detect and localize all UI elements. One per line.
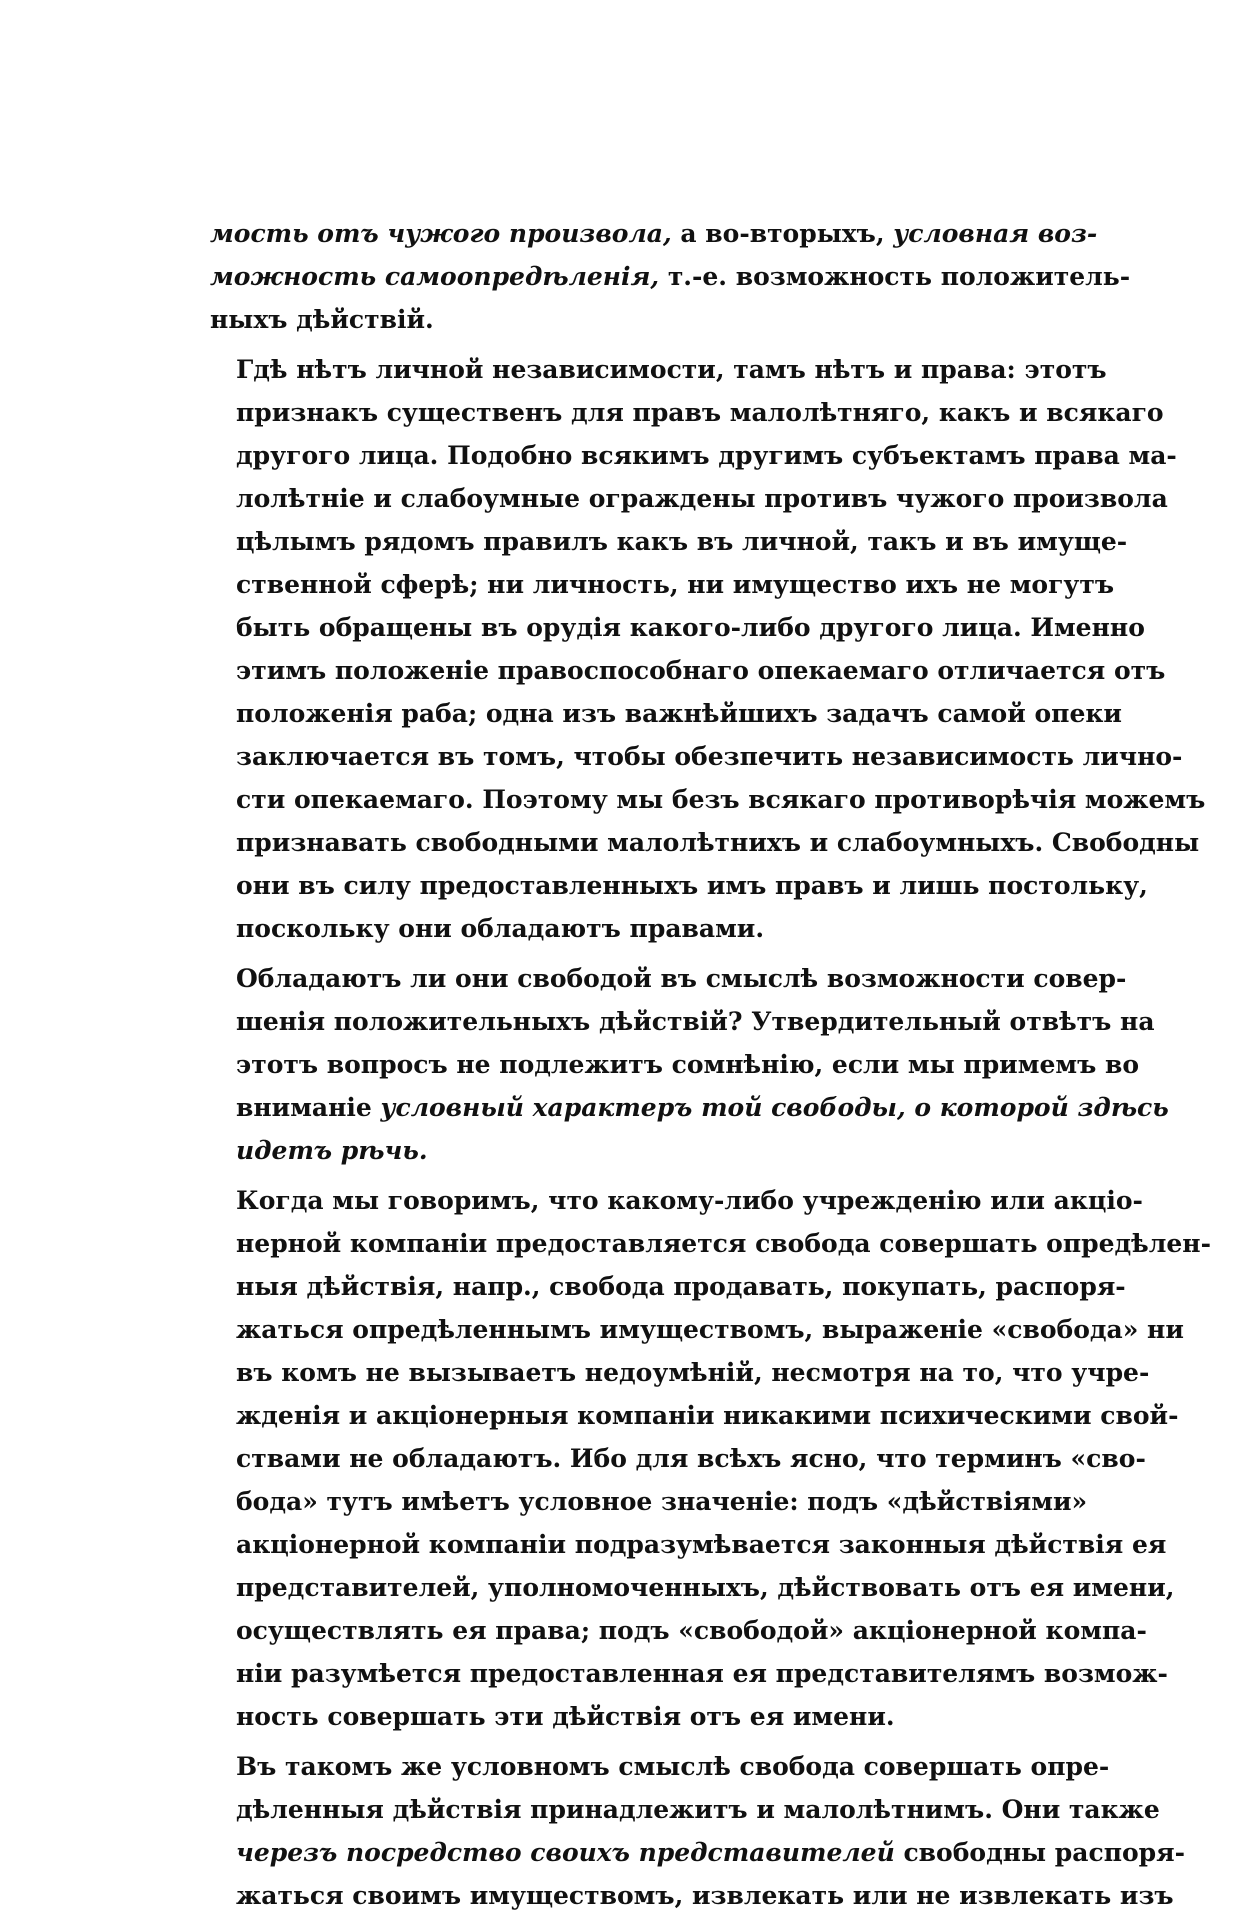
text-line: [210, 735, 1183, 778]
text-line: [210, 1129, 1058, 1172]
text-line: [210, 1394, 1179, 1437]
text-line: [210, 957, 1127, 1000]
text-run: вниманіе: [236, 1093, 381, 1122]
text-run: ствами не обладаютъ. Ибо для всѣхъ ясно, что терминъ «сво-: [236, 1444, 1146, 1473]
text-line: [210, 1308, 1184, 1351]
paragraph: [210, 212, 1131, 341]
text-run: ныя дѣйствія, напр., свобода продавать, покупать, распоря-: [236, 1272, 1126, 1301]
text-line: [210, 821, 1200, 864]
text-run: свободны распоря-: [894, 1838, 1185, 1867]
text-line: [210, 1351, 1150, 1394]
text-run: они въ силу предоставленныхъ имъ правъ и лишь постольку,: [236, 871, 1148, 900]
italic-text-run: условный характеръ той свободы, о которой здѣсь: [380, 1093, 1169, 1122]
text-line: [210, 520, 1128, 563]
text-line: [210, 778, 1206, 821]
text-run: признакъ существенъ для правъ малолѣтняго, какъ и всякаго: [236, 398, 1164, 427]
text-line: [210, 606, 1145, 649]
italic-text-run: условная воз-: [893, 219, 1098, 248]
text-line: [210, 348, 1107, 391]
text-run: ность совершать эти дѣйствія отъ ея имени.: [236, 1702, 895, 1731]
text-line: [210, 391, 1164, 434]
text-line: [210, 1480, 1088, 1523]
text-run: т.-е. возможность положитель-: [659, 262, 1131, 291]
text-line: [210, 1086, 1169, 1129]
paragraph: [210, 1179, 1211, 1738]
text-line: [210, 255, 1131, 298]
text-run: Когда мы говоримъ, что какому-либо учрежденію или акціо-: [236, 1186, 1143, 1215]
text-run: ныхъ дѣйствій.: [210, 305, 434, 334]
text-run: осуществлять ея права; подъ «свободой» акціонерной компа-: [236, 1616, 1147, 1645]
text-run: нерной компаніи предоставляется свобода совершать опредѣлен-: [236, 1229, 1211, 1258]
text-line: [210, 1000, 1155, 1043]
italic-text-run: черезъ посредство своихъ представителей: [236, 1838, 895, 1867]
text-run: бода» тутъ имѣетъ условное значеніе: подъ «дѣйствіями»: [236, 1487, 1088, 1516]
text-line: [210, 1745, 1110, 1788]
text-line: [210, 907, 1058, 950]
text-run: представителей, уполномоченныхъ, дѣйствовать отъ ея имени,: [236, 1573, 1175, 1602]
paragraph: [210, 1745, 1185, 1917]
text-run: ственной сферѣ; ни личность, ни имущество ихъ не могутъ: [236, 570, 1115, 599]
text-line: [210, 692, 1122, 735]
text-run: цѣлымъ рядомъ правилъ какъ въ личной, такъ и въ имуще-: [236, 527, 1128, 556]
italic-text-run: мость отъ чужого произвола,: [210, 219, 672, 248]
text-run: другого лица. Подобно всякимъ другимъ субъектамъ права ма-: [236, 441, 1177, 470]
text-line: [210, 298, 1058, 341]
text-line: [210, 1222, 1211, 1265]
text-line: [210, 1609, 1147, 1652]
text-line: [210, 1695, 1058, 1738]
text-run: жденія и акціонерныя компаніи никакими психическими свой-: [236, 1401, 1179, 1430]
text-line: [210, 1179, 1143, 1222]
text-line: [210, 1652, 1168, 1695]
italic-text-run: идетъ рѣчь.: [236, 1136, 428, 1165]
text-line: [210, 1566, 1175, 1609]
text-line: [210, 477, 1168, 520]
text-run: а во-вторыхъ,: [671, 219, 894, 248]
text-line: [210, 1265, 1126, 1308]
text-run: Обладаютъ ли они свободой въ смыслѣ возможности совер-: [236, 964, 1127, 993]
text-run: ніи разумѣется предоставленная ея представителямъ возмож-: [236, 1659, 1168, 1688]
text-run: быть обращены въ орудія какого-либо другого лица. Именно: [236, 613, 1145, 642]
text-line: [210, 1437, 1146, 1480]
text-line: [210, 649, 1166, 692]
text-run: въ комъ не вызываетъ недоумѣній, несмотря на то, что учре-: [236, 1358, 1150, 1387]
paragraph: [210, 957, 1169, 1172]
italic-text-run: можность самоопредѣленія,: [210, 262, 660, 291]
text-run: Въ такомъ же условномъ смыслѣ свобода совершать опре-: [236, 1752, 1110, 1781]
text-run: признавать свободными малолѣтнихъ и слабоумныхъ. Свободны: [236, 828, 1200, 857]
text-run: акціонерной компаніи подразумѣвается законныя дѣйствія ея: [236, 1530, 1167, 1559]
page-body-text: [210, 212, 1211, 1924]
text-line: [210, 434, 1177, 477]
text-line: [210, 1874, 1174, 1917]
text-run: поскольку они обладаютъ правами.: [236, 914, 765, 943]
text-run: этотъ вопросъ не подлежитъ сомнѣнію, если мы примемъ во: [236, 1050, 1139, 1079]
text-line: [210, 864, 1148, 907]
text-run: заключается въ томъ, чтобы обезпечить независимость лично-: [236, 742, 1183, 771]
text-run: лолѣтніе и слабоумные ограждены противъ чужого произвола: [236, 484, 1168, 513]
text-line: [210, 1043, 1139, 1086]
text-line: [210, 212, 1098, 255]
text-run: положенія раба; одна изъ важнѣйшихъ задачъ самой опеки: [236, 699, 1122, 728]
text-line: [210, 1788, 1160, 1831]
text-run: Гдѣ нѣтъ личной независимости, тамъ нѣтъ и права: этотъ: [236, 355, 1107, 384]
text-line: [210, 1523, 1167, 1566]
text-run: жаться опредѣленнымъ имуществомъ, выраженіе «свобода» ни: [236, 1315, 1184, 1344]
text-run: шенія положительныхъ дѣйствій? Утвердительный отвѣтъ на: [236, 1007, 1155, 1036]
text-run: жаться своимъ имуществомъ, извлекать или не извлекать изъ: [236, 1881, 1174, 1910]
text-run: этимъ положеніе правоспособнаго опекаемаго отличается отъ: [236, 656, 1166, 685]
paragraph: [210, 348, 1206, 950]
text-run: сти опекаемаго. Поэтому мы безъ всякаго противорѣчія можемъ: [236, 785, 1206, 814]
text-line: [210, 563, 1115, 606]
text-line: [210, 1831, 1185, 1874]
text-run: дѣленныя дѣйствія принадлежитъ и малолѣтнимъ. Они также: [236, 1795, 1160, 1824]
